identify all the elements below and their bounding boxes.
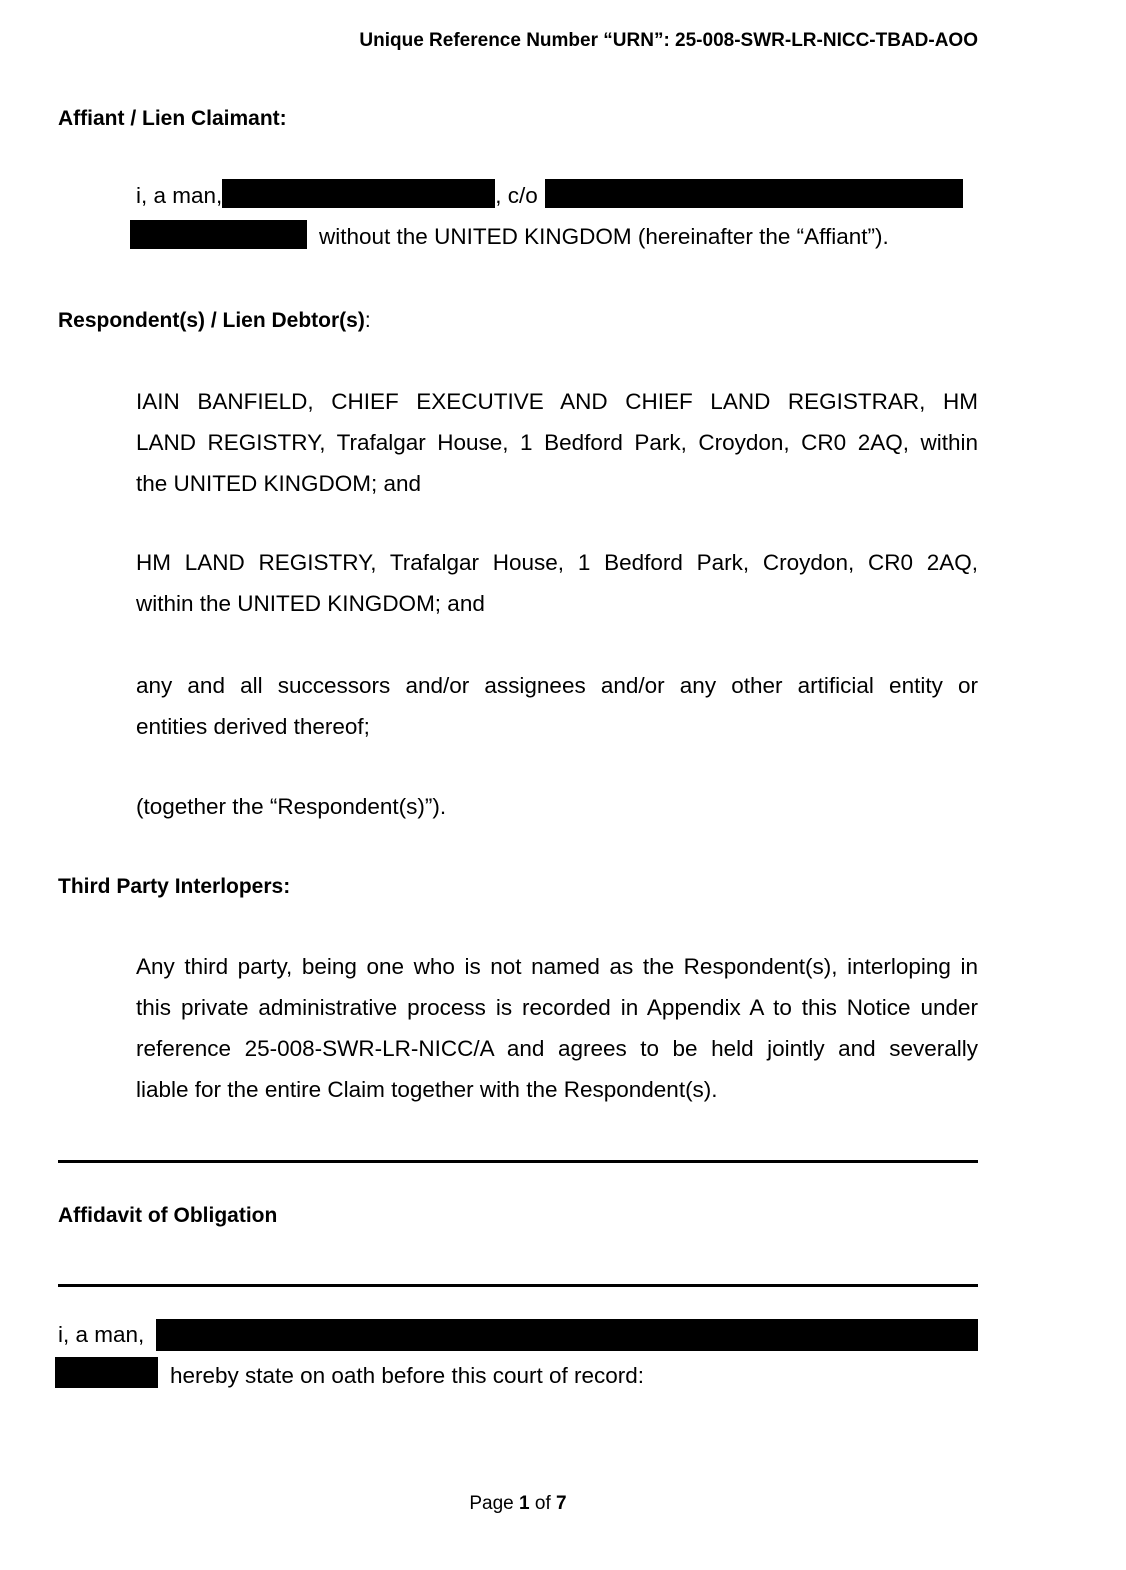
urn-header: Unique Reference Number “URN”: 25-008-SWR-LR-NICC-TBAD-AOO [359,30,978,51]
oath-line2-text: hereby state on oath before this court of record: [170,1363,645,1388]
respondent-paragraph-4 [136,786,978,827]
respondent-paragraph-3 [136,665,978,747]
affiant-line2-text: without the UNITED KINGDOM (hereinafter the “Affiant”). [319,224,889,249]
horizontal-rule [58,1160,978,1163]
footer-page-number: 1 [519,1493,530,1514]
redaction-bar [156,1319,978,1351]
affiant-section-heading: Affiant / Lien Claimant: [58,107,287,130]
affiant-line1-text-2: , c/o [495,183,538,208]
affiant-paragraph [136,175,978,257]
redaction-bar [130,220,307,249]
third-party-section-heading: Third Party Interlopers: [58,875,291,898]
oath-line1-text: i, a man, [58,1322,145,1347]
footer-of-word: of [534,1493,551,1514]
paragraph-line: the UNITED KINGDOM; and [136,471,422,496]
paragraph-line: LAND REGISTRY, Trafalgar House, 1 Bedford Park, Croydon, CR0 2AQ, within [136,430,978,455]
affiant-line1-text: i, a man, [136,183,223,208]
paragraph-line: liable for the entire Claim together with the Respondent(s). [136,1077,718,1102]
oath-line-2 [58,1355,978,1396]
third-party-paragraph [136,946,978,1110]
redaction-bar [222,179,495,208]
respondent-paragraph-2 [136,542,978,624]
page-footer [58,1492,978,1515]
footer-total-pages: 7 [556,1493,567,1514]
paragraph-line: reference 25-008-SWR-LR-NICC/A and agrees to be held jointly and severally [136,1036,978,1061]
respondents-section-heading [58,308,978,334]
paragraph-line: this private administrative process is recorded in Appendix A to this Notice under [136,995,978,1020]
oath-paragraph [58,1314,978,1396]
respondent-paragraph-1 [136,381,978,504]
redaction-bar [545,179,963,208]
footer-page-word: Page [469,1493,514,1514]
affidavit-section-heading: Affidavit of Obligation [58,1204,278,1227]
affiant-line-2 [136,216,978,257]
paragraph-line: HM LAND REGISTRY, Trafalgar House, 1 Bedford Park, Croydon, CR0 2AQ, [136,550,978,575]
paragraph-line: within the UNITED KINGDOM; and [136,591,485,616]
paragraph-line: (together the “Respondent(s)”). [136,794,447,819]
page-content [58,0,978,1515]
paragraph-line: entities derived thereof; [136,714,370,739]
respondents-heading-text: Respondent(s) / Lien Debtor(s) [58,309,365,332]
paragraph-line: any and all successors and/or assignees and/or any other artificial entity or [136,673,978,698]
respondents-heading-colon: : [364,309,371,332]
redaction-bar [55,1357,158,1388]
oath-line-1 [58,1314,978,1355]
paragraph-line: IAIN BANFIELD, CHIEF EXECUTIVE AND CHIEF LAND REGISTRAR, HM [136,389,978,414]
paragraph-line: Any third party, being one who is not named as the Respondent(s), interloping in [136,954,978,979]
affiant-line-1 [136,175,978,216]
horizontal-rule [58,1284,978,1287]
